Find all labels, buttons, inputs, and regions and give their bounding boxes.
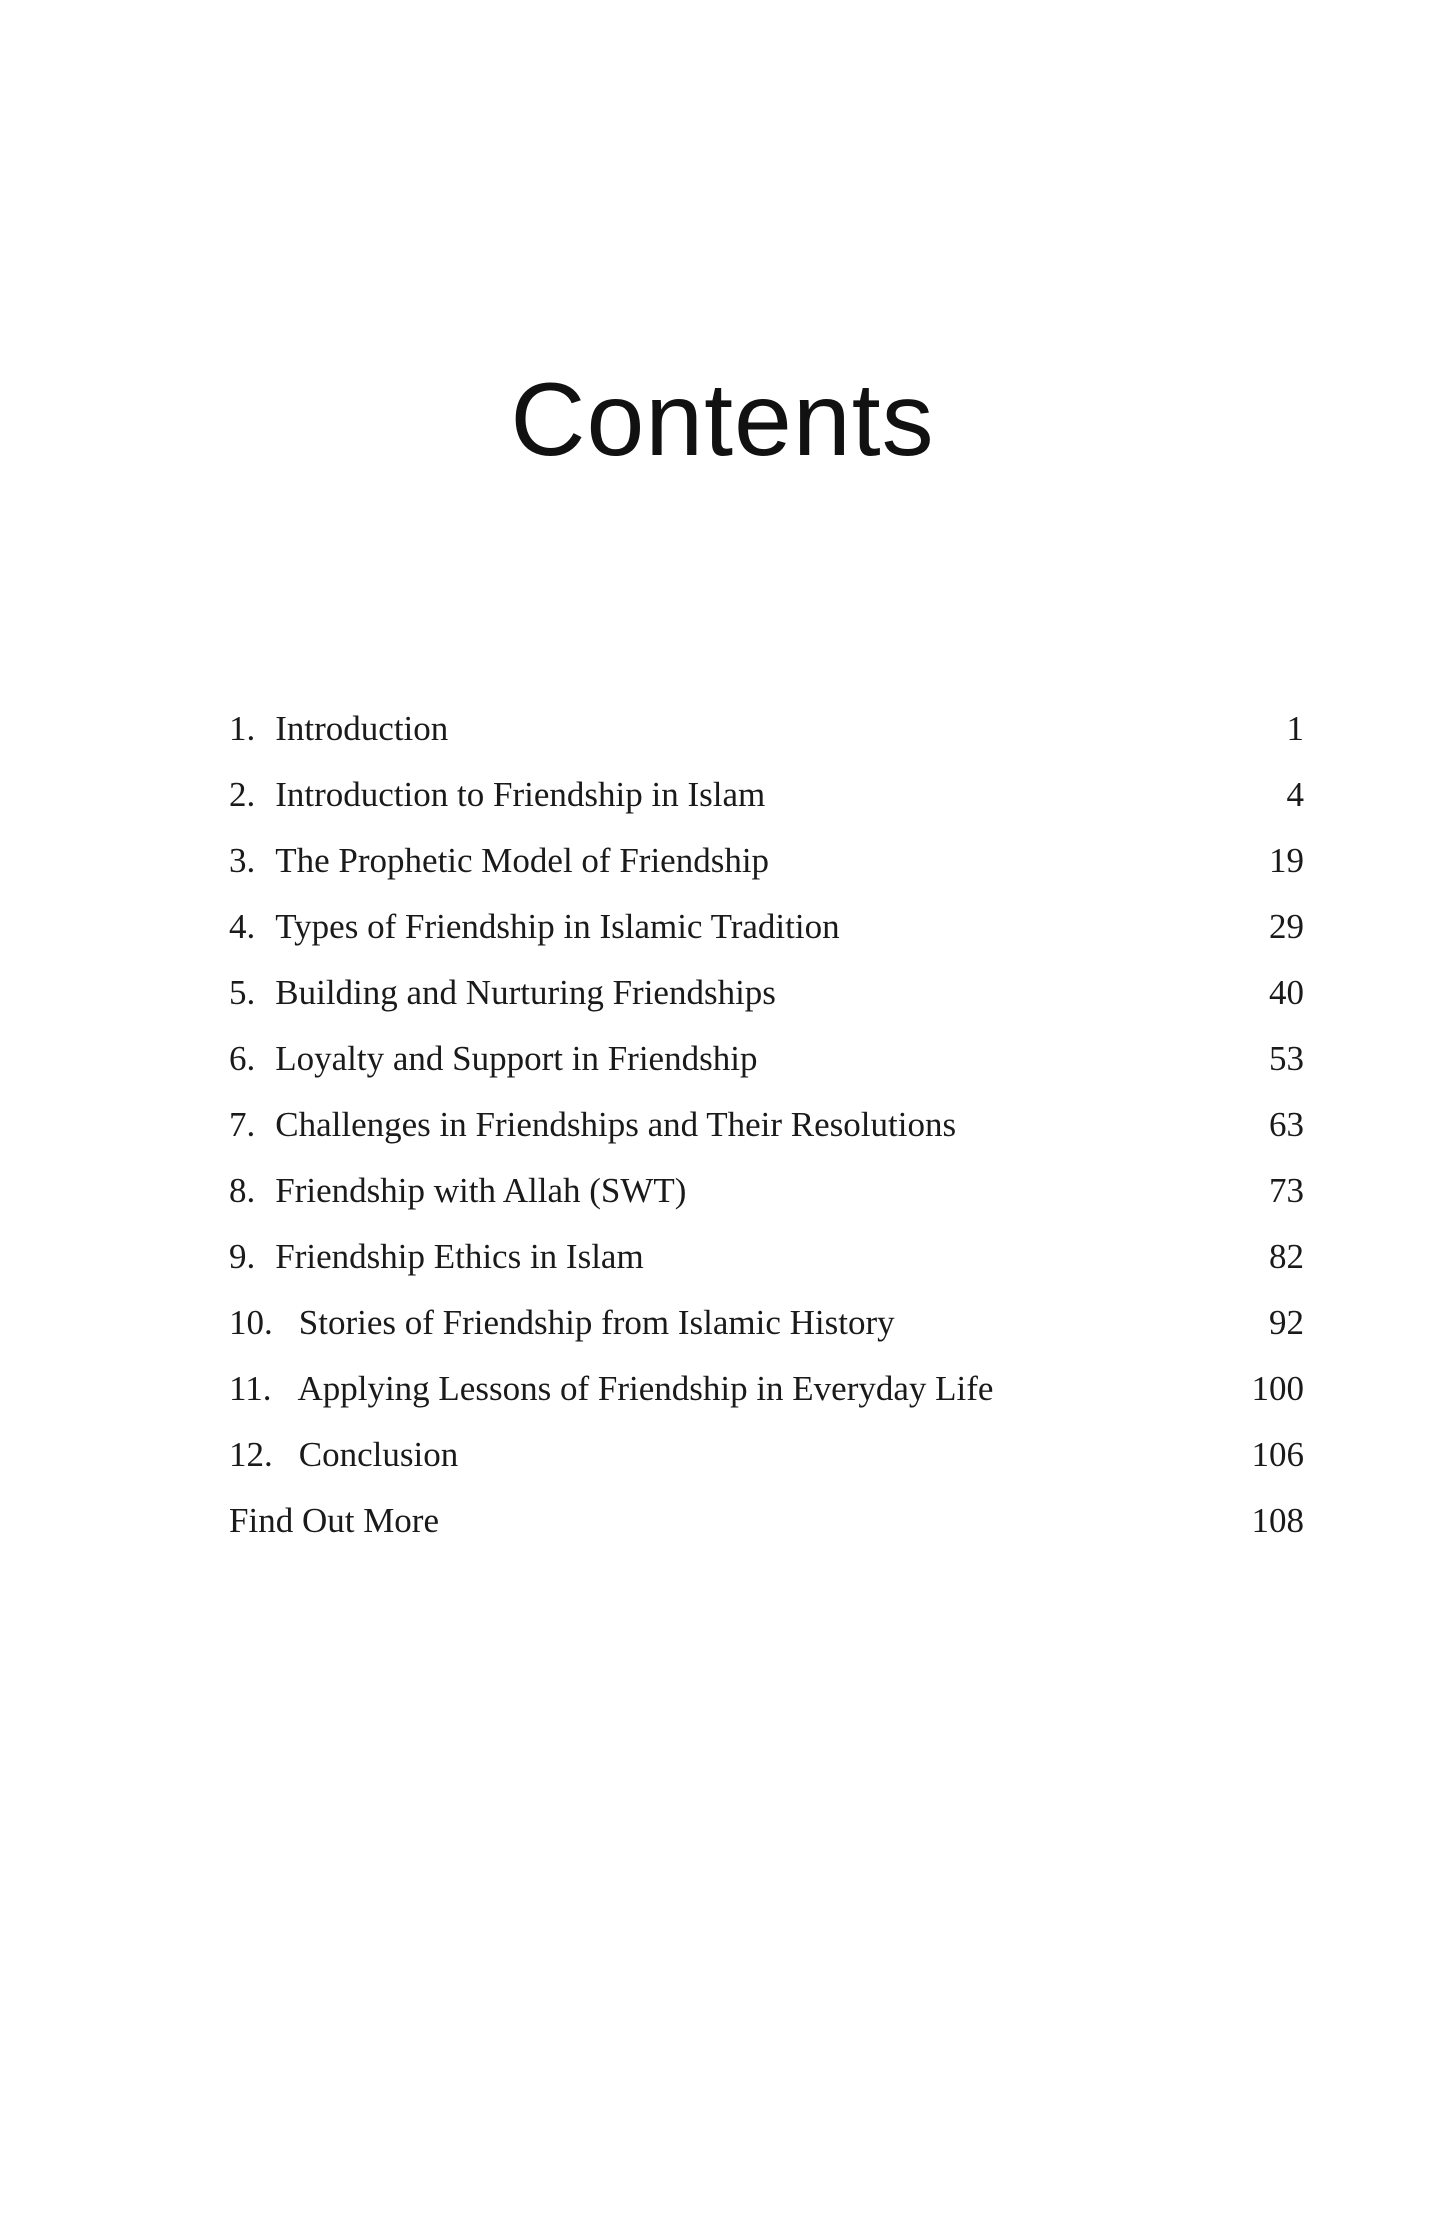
toc-entry-types-of-friendship[interactable] (229, 894, 1304, 960)
toc-entry-introduction[interactable] (229, 696, 1304, 762)
toc-entry-number: 7. (229, 1105, 256, 1144)
toc-entry-conclusion[interactable] (229, 1422, 1304, 1488)
toc-entry-title: Challenges in Friendships and Their Resolutions (275, 1105, 957, 1144)
toc-entry-page: 82 (1269, 1237, 1304, 1276)
page-title: Contents (510, 362, 935, 478)
toc-entry-title: Introduction to Friendship in Islam (275, 775, 766, 814)
toc-entry-number: 12. (229, 1435, 273, 1474)
toc-entry-number: 2. (229, 775, 256, 814)
toc-entry-introduction-to-friendship[interactable] (229, 762, 1304, 828)
toc-entry-building-friendships[interactable] (229, 960, 1304, 1026)
toc-entry-number: 11. (229, 1369, 272, 1408)
toc-entry-applying-lessons[interactable] (229, 1356, 1304, 1422)
toc-entry-title: Introduction (275, 709, 449, 748)
toc-entry-title: Loyalty and Support in Friendship (275, 1039, 758, 1078)
toc-entry-title: Types of Friendship in Islamic Tradition (275, 907, 840, 946)
toc-entry-number: 10. (229, 1303, 273, 1342)
toc-entry-number: 5. (229, 973, 256, 1012)
toc-entry-page: 19 (1269, 841, 1304, 880)
toc-entry-page: 1 (1286, 709, 1304, 748)
toc-entry-number: 4. (229, 907, 256, 946)
toc-entry-number: 6. (229, 1039, 256, 1078)
toc-entry-number: 8. (229, 1171, 256, 1210)
toc-entry-page: 108 (1251, 1501, 1304, 1540)
toc-entry-title: Find Out More (229, 1501, 439, 1540)
toc-entry-title: Friendship with Allah (SWT) (275, 1171, 687, 1210)
toc-entry-page: 4 (1286, 775, 1304, 814)
toc-entry-page: 63 (1269, 1105, 1304, 1144)
table-of-contents (229, 696, 1304, 1554)
toc-entry-page: 29 (1269, 907, 1304, 946)
toc-entry-page: 73 (1269, 1171, 1304, 1210)
toc-entry-page: 92 (1269, 1303, 1304, 1342)
toc-entry-title: Conclusion (298, 1435, 459, 1474)
toc-entry-page: 53 (1269, 1039, 1304, 1078)
toc-entry-title: Applying Lessons of Friendship in Everyday Life (297, 1369, 994, 1408)
toc-entry-number: 1. (229, 709, 256, 748)
toc-entry-prophetic-model[interactable] (229, 828, 1304, 894)
toc-entry-title: Stories of Friendship from Islamic History (298, 1303, 895, 1342)
toc-entry-page: 106 (1251, 1435, 1304, 1474)
toc-entry-page: 100 (1251, 1369, 1304, 1408)
toc-entry-number: 9. (229, 1237, 256, 1276)
toc-entry-friendship-with-allah[interactable] (229, 1158, 1304, 1224)
toc-entry-title: The Prophetic Model of Friendship (275, 841, 770, 880)
toc-entry-title: Building and Nurturing Friendships (275, 973, 776, 1012)
toc-entry-friendship-ethics[interactable] (229, 1224, 1304, 1290)
toc-entry-find-out-more[interactable] (229, 1488, 1304, 1554)
toc-entry-number: 3. (229, 841, 256, 880)
toc-entry-stories-of-friendship[interactable] (229, 1290, 1304, 1356)
toc-entry-title: Friendship Ethics in Islam (275, 1237, 644, 1276)
toc-entry-loyalty-and-support[interactable] (229, 1026, 1304, 1092)
toc-entry-page: 40 (1269, 973, 1304, 1012)
toc-entry-challenges[interactable] (229, 1092, 1304, 1158)
